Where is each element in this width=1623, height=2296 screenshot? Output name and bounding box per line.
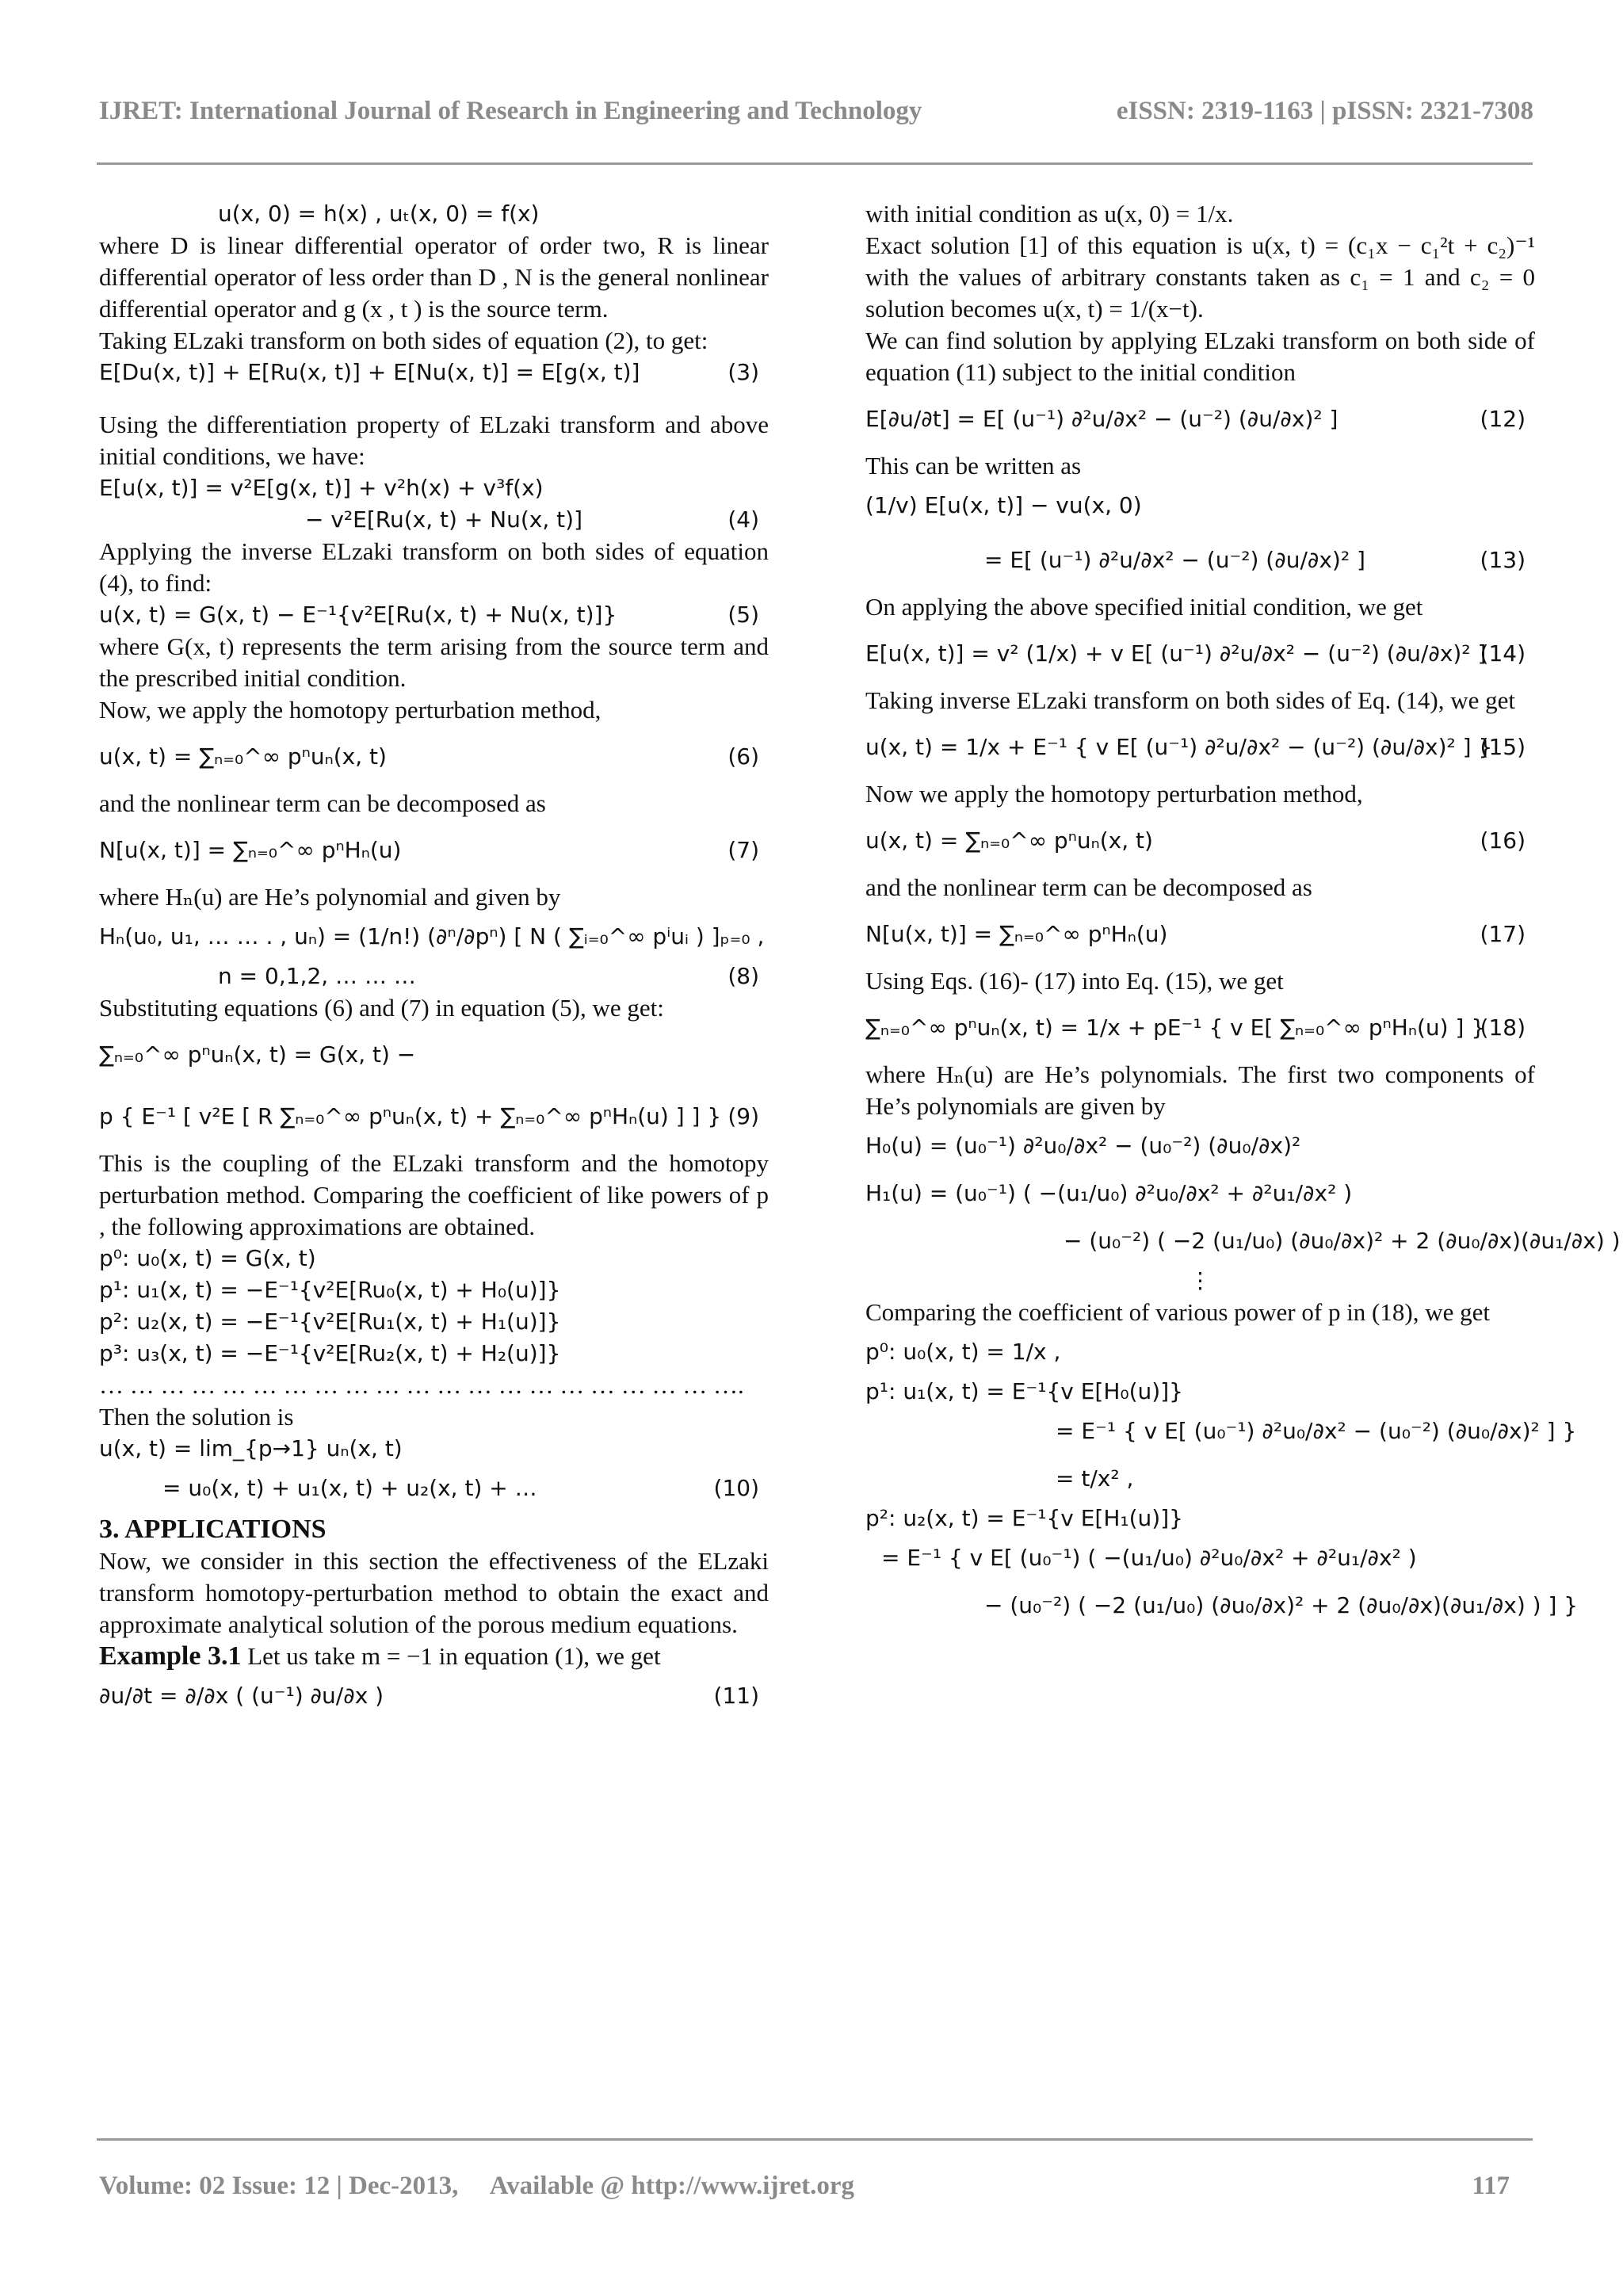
- paragraph-taking-inverse: Taking inverse ELzaki transform on both sides of Eq. (14), we get: [865, 686, 1515, 714]
- paragraph-operators: where D is linear differential operator of order two, R is linear differential operator of less order than D , N is the general nonlinear differential operator and g (x , t ) is the source term.: [99, 231, 769, 323]
- approximation-p3: p³: u₃(x, t) = −E⁻¹{v²E[Ru₂(x, t) + H₂(u)]}: [99, 1340, 561, 1366]
- equation-6: u(x, t) = ∑ₙ₌₀^∞ pⁿuₙ(x, t) (6): [99, 726, 769, 788]
- solution-p1-line-1: p¹: u₁(x, t) = E⁻¹{v E[H₀(u)]}: [865, 1378, 1183, 1404]
- equation-16: u(x, t) = ∑ₙ₌₀^∞ pⁿuₙ(x, t) (16): [865, 810, 1535, 872]
- paragraph-using-eqs: Using Eqs. (16)- (17) into Eq. (15), we get: [865, 967, 1284, 995]
- example-text: Let us take m = −1 in equation (1), we get: [241, 1642, 661, 1670]
- equation-number: (10): [713, 1475, 759, 1501]
- equation-4-line-1: E[u(x, t)] = v²E[g(x, t)] + v²h(x) + v³f(x): [99, 475, 544, 501]
- approximation-p0: p⁰: u₀(x, t) = G(x, t): [99, 1245, 316, 1271]
- he-polynomial-h0: H₀(u) = (u₀⁻¹) ∂²u₀/∂x² − (u₀⁻²) (∂u₀/∂x)²: [865, 1133, 1301, 1159]
- paragraph-applying-elzaki: We can find solution by applying ELzaki transform on both side of equation (11) subject to the initial condition: [865, 327, 1535, 386]
- equation-13-line-2: = E[ (u⁻¹) ∂²u/∂x² − (u⁻²) (∂u/∂x)² ] (13): [865, 529, 1535, 591]
- equation-11: ∂u/∂t = ∂/∂x ( (u⁻¹) ∂u/∂x ) (11): [99, 1672, 769, 1720]
- paragraph-homotopy: Now, we apply the homotopy perturbation method,: [99, 696, 601, 724]
- paragraph-initial-condition: with initial condition as u(x, 0) = 1/x.: [865, 200, 1234, 227]
- example-label: Example 3.1: [99, 1641, 242, 1671]
- header-rule: [97, 162, 1533, 165]
- equation-number: (14): [1480, 640, 1526, 667]
- paragraph-source-term: where G(x, t) represents the term arising from the source term and the prescribed initial condition.: [99, 632, 769, 692]
- equation-number: (3): [727, 359, 759, 385]
- equation-10-line-2: = u₀(x, t) + u₁(x, t) + u₂(x, t) + … (10): [99, 1465, 769, 1512]
- paragraph-he-polynomial: where Hₙ(u) are He’s polynomial and given by: [99, 883, 561, 911]
- paragraph-then-solution: Then the solution is: [99, 1403, 294, 1431]
- equation-number: (15): [1480, 734, 1526, 760]
- paragraph-applications: Now, we consider in this section the effectiveness of the ELzaki transform homotopy-perturbation method to obtain the exact and approximate analytical solution of the porous medium equations.: [99, 1547, 769, 1638]
- paragraph-substituting: Substituting equations (6) and (7) in equation (5), we get:: [99, 994, 664, 1022]
- paragraph-differentiation: Using the differentiation property of ELzaki transform and above initial conditions, we have:: [99, 411, 769, 470]
- paragraph-nonlinear: and the nonlinear term can be decomposed as: [99, 789, 546, 817]
- paragraph-inverse-transform: Applying the inverse ELzaki transform on both sides of equation (4), to find:: [99, 537, 769, 597]
- approximation-p2: p²: u₂(x, t) = −E⁻¹{v²E[Ru₁(x, t) + H₁(u)]}: [99, 1308, 561, 1335]
- equation-7: N[u(x, t)] = ∑ₙ₌₀^∞ pⁿHₙ(u) (7): [99, 819, 769, 881]
- paragraph-he-polynomials: where Hₙ(u) are He’s polynomials. The first two components of He’s polynomials are given by: [865, 1060, 1535, 1120]
- initial-conditions: u(x, 0) = h(x) , uₜ(x, 0) = f(x): [218, 201, 540, 227]
- page-footer: [99, 2172, 1510, 2201]
- page-number: 117: [1472, 2172, 1510, 2200]
- equation-4-line-2: − v²E[Ru(x, t) + Nu(x, t)] (4): [99, 504, 769, 536]
- paragraph-applying-initial: On applying the above specified initial condition, we get: [865, 593, 1423, 621]
- ellipsis-line: … … … … … … … … … … … … … … … … … … … … ….: [99, 1371, 744, 1399]
- equation-12: E[∂u/∂t] = E[ (u⁻¹) ∂²u/∂x² − (u⁻²) (∂u/∂x)² ] (12): [865, 388, 1535, 450]
- issn-text: eISSN: 2319-1163 | pISSN: 2321-7308: [1116, 97, 1533, 125]
- right-column: [865, 198, 1621, 1629]
- section-heading-applications: 3. APPLICATIONS: [99, 1515, 327, 1544]
- equation-10-line-1: u(x, t) = lim_{p→1} uₙ(x, t): [99, 1435, 403, 1461]
- equation-5: u(x, t) = G(x, t) − E⁻¹{v²E[Ru(x, t) + Nu(x, t)]} (5): [99, 599, 769, 631]
- equation-number: (11): [713, 1683, 759, 1709]
- paragraph-nonlinear-decomposed: and the nonlinear term can be decomposed as: [865, 873, 1312, 901]
- solution-p0: p⁰: u₀(x, t) = 1/x ,: [865, 1339, 1061, 1365]
- paragraph-apply-homotopy: Now we apply the homotopy perturbation method,: [865, 780, 1363, 808]
- equation-8-line-2: n = 0,1,2, … … … (8): [99, 961, 769, 992]
- equation-18: ∑ₙ₌₀^∞ pⁿuₙ(x, t) = 1/x + pE⁻¹ { v E[ ∑ₙ₌₀^∞ pⁿHₙ(u) ] } (18): [865, 997, 1535, 1059]
- solution-p1-line-2: = E⁻¹ { v E[ (u₀⁻¹) ∂²u₀/∂x² − (u₀⁻²) (∂u₀/∂x)² ] }: [1056, 1418, 1577, 1444]
- solution-p2-line-3: − (u₀⁻²) ( −2 (u₁/u₀) (∂u₀/∂x)² + 2 (∂u₀/∂x)(∂u₁/∂x) ) ] }: [984, 1592, 1579, 1618]
- equation-number: (5): [727, 602, 759, 628]
- paragraph-taking-transform: Taking ELzaki transform on both sides of equation (2), to get:: [99, 327, 708, 354]
- he-polynomial-h1-line-1: H₁(u) = (u₀⁻¹) ( −(u₁/u₀) ∂²u₀/∂x² + ∂²u₁/∂x² ): [865, 1180, 1353, 1206]
- he-polynomial-h1-line-2: − (u₀⁻²) ( −2 (u₁/u₀) (∂u₀/∂x)² + 2 (∂u₀/∂x)(∂u₁/∂x) ): [1064, 1228, 1621, 1254]
- footer-rule: [97, 2138, 1533, 2141]
- equation-number: (13): [1480, 547, 1526, 573]
- vertical-ellipsis: ⋮: [1189, 1267, 1212, 1293]
- left-column: [99, 198, 769, 1720]
- equation-number: (17): [1480, 921, 1526, 947]
- approximation-p1: p¹: u₁(x, t) = −E⁻¹{v²E[Ru₀(x, t) + H₀(u)]}: [99, 1277, 561, 1303]
- equation-13-line-1: (1/v) E[u(x, t)] − vu(x, 0): [865, 492, 1142, 518]
- paragraph-written-as: This can be written as: [865, 452, 1082, 479]
- paragraph-comparing-coefficients: Comparing the coefficient of various power of p in (18), we get: [865, 1298, 1490, 1326]
- equation-number: (8): [727, 963, 759, 989]
- equation-14: E[u(x, t)] = v² (1/x) + v E[ (u⁻¹) ∂²u/∂x² − (u⁻²) (∂u/∂x)² ] (14): [865, 623, 1535, 685]
- equation-17: N[u(x, t)] = ∑ₙ₌₀^∞ pⁿHₙ(u) (17): [865, 904, 1535, 965]
- equation-number: (4): [727, 506, 759, 533]
- equation-15: u(x, t) = 1/x + E⁻¹ { v E[ (u⁻¹) ∂²u/∂x² − (u⁻²) (∂u/∂x)² ] } (15): [865, 716, 1535, 778]
- solution-p1-line-3: = t/x² ,: [1056, 1465, 1134, 1492]
- equation-number: (16): [1480, 827, 1526, 854]
- equation-9-line-2: p { E⁻¹ [ v²E [ R ∑ₙ₌₀^∞ pⁿuₙ(x, t) + ∑ₙ₌₀^∞ pⁿHₙ(u) ] ] } (9): [99, 1086, 769, 1148]
- solution-p2-line-2: = E⁻¹ { v E[ (u₀⁻¹) ( −(u₁/u₀) ∂²u₀/∂x² + ∂²u₁/∂x² ): [881, 1545, 1417, 1571]
- equation-number: (9): [727, 1103, 759, 1129]
- paragraph-coupling: This is the coupling of the ELzaki transform and the homotopy perturbation method. Comparing the coefficient of like powers of p , the following approximations are obtained.: [99, 1149, 769, 1240]
- journal-title: IJRET: International Journal of Research in Engineering and Technology: [99, 97, 922, 125]
- paragraph-exact-solution: Exact solution [1] of this equation is u(x, t) = (c₁x − c₁²t + c₂)⁻¹ with the values of arbitrary constants taken as c₁ = 1 and c₂ = 0 solution becomes u(x, t) = 1/(x−t).: [865, 231, 1535, 323]
- equation-number: (7): [727, 837, 759, 863]
- equation-3: E[Du(x, t)] + E[Ru(x, t)] + E[Nu(x, t)] = E[g(x, t)] (3): [99, 357, 769, 388]
- solution-p2-line-1: p²: u₂(x, t) = E⁻¹{v E[H₁(u)]}: [865, 1505, 1183, 1531]
- equation-number: (12): [1480, 406, 1526, 432]
- equation-number: (18): [1480, 1014, 1526, 1041]
- equation-9-line-1: ∑ₙ₌₀^∞ pⁿuₙ(x, t) = G(x, t) −: [99, 1041, 416, 1068]
- equation-number: (6): [727, 743, 759, 770]
- example-3-1: [99, 1641, 769, 1672]
- equation-8-line-1: Hₙ(u₀, u₁, … … . , uₙ) = (1/n!) (∂ⁿ/∂pⁿ) [ N ( ∑ᵢ₌₀^∞ pⁱuᵢ ) ]ₚ₌₀ ,: [99, 923, 765, 949]
- volume-info: Volume: 02 Issue: 12 | Dec-2013, Available @ http://www.ijret.org: [99, 2172, 855, 2200]
- page-header: [99, 97, 1533, 126]
